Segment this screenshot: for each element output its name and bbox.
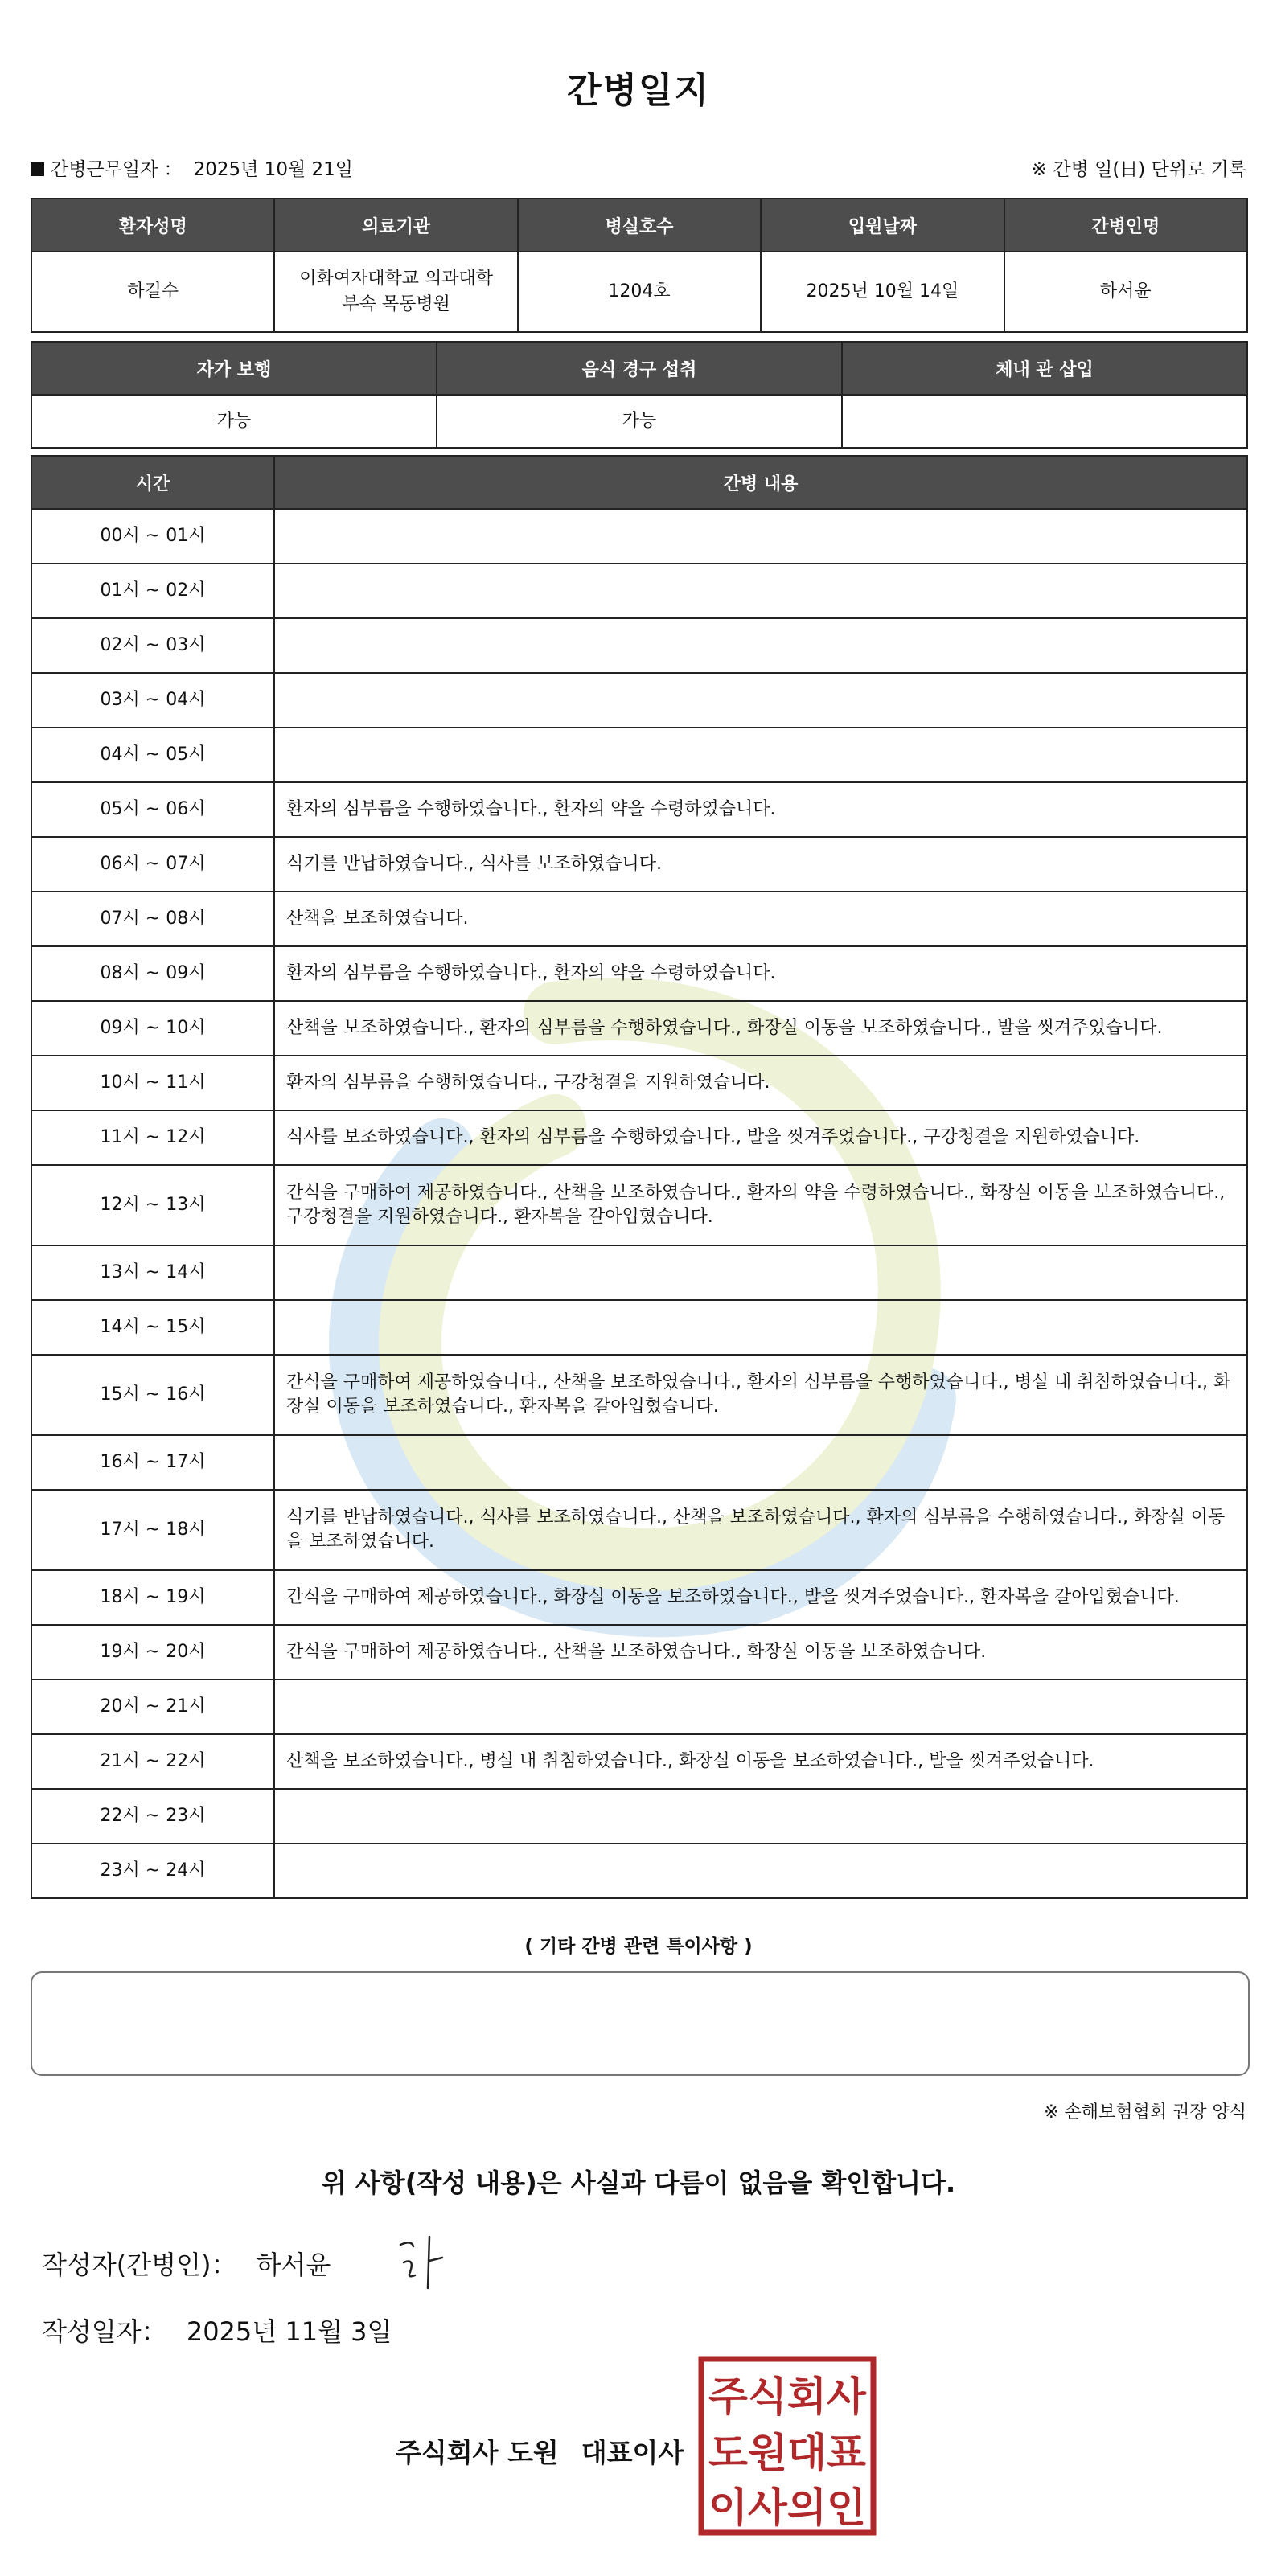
log-time: 08시 ~ 09시 <box>31 946 274 1001</box>
log-row <box>31 1165 1247 1245</box>
work-date-label: 간병근무일자 ： <box>51 159 183 180</box>
log-content <box>274 1300 1247 1355</box>
log-content <box>274 1789 1247 1844</box>
work-date-row <box>31 154 353 181</box>
hospital-line-1: 이화여자대학교 의과대학 <box>299 269 493 289</box>
writer-label: 작성자(간병인)： <box>42 2250 237 2280</box>
log-row <box>31 1789 1247 1844</box>
log-row <box>31 1625 1247 1680</box>
header-patient-name: 환자성명 <box>31 199 274 252</box>
log-row <box>31 564 1247 618</box>
log-row <box>31 946 1247 1001</box>
log-time: 18시 ~ 19시 <box>31 1570 274 1625</box>
log-time: 05시 ~ 06시 <box>31 782 274 837</box>
log-time: 17시 ~ 18시 <box>31 1490 274 1570</box>
written-date-value: 2025년 11월 3일 <box>186 2316 392 2347</box>
written-date-row <box>42 2311 392 2348</box>
log-time: 12시 ~ 13시 <box>31 1165 274 1245</box>
log-time: 07시 ~ 08시 <box>31 892 274 946</box>
patient-name: 하길수 <box>31 252 274 332</box>
log-content: 간식을 구매하여 제공하였습니다., 화장실 이동을 보조하였습니다., 발을 씻겨주었습니다., 환자복을 갈아입혔습니다. <box>274 1570 1247 1625</box>
writer-row <box>42 2245 331 2282</box>
seal-line-1: 주식회사 <box>708 2373 867 2420</box>
header-time: 시간 <box>31 456 274 509</box>
log-row <box>31 618 1247 673</box>
log-content <box>274 1435 1247 1490</box>
log-content: 간식을 구매하여 제공하였습니다., 산책을 보조하였습니다., 화장실 이동을 보조하였습니다. <box>274 1625 1247 1680</box>
log-time: 00시 ~ 01시 <box>31 509 274 564</box>
log-row <box>31 1734 1247 1789</box>
header-hospital: 의료기관 <box>274 199 517 252</box>
log-row <box>31 1355 1247 1435</box>
log-row <box>31 1001 1247 1056</box>
header-care-content: 간병 내용 <box>274 456 1247 509</box>
seal-line-2: 도원대표 <box>708 2430 867 2476</box>
log-time: 11시 ~ 12시 <box>31 1110 274 1165</box>
log-content <box>274 509 1247 564</box>
header-caregiver: 간병인명 <box>1004 199 1247 252</box>
log-row <box>31 1435 1247 1490</box>
log-content: 산책을 보조하였습니다., 환자의 심부름을 수행하였습니다., 화장실 이동을 보조하였습니다., 발을 씻겨주었습니다. <box>274 1001 1247 1056</box>
log-row <box>31 892 1247 946</box>
log-row <box>31 1570 1247 1625</box>
remarks-title: ( 기타 간병 관련 특이사항 ) <box>524 1936 753 1957</box>
admission-date: 2025년 10월 14일 <box>761 252 1004 332</box>
log-content <box>274 1680 1247 1734</box>
patient-info-table <box>31 198 1248 333</box>
log-row <box>31 1844 1247 1898</box>
log-content: 식사를 보조하였습니다., 환자의 심부름을 수행하였습니다., 발을 씻겨주었습니다., 구강청결을 지원하였습니다. <box>274 1110 1247 1165</box>
header-self-walking: 자가 보행 <box>31 342 437 395</box>
log-content: 환자의 심부름을 수행하였습니다., 환자의 약을 수령하였습니다. <box>274 946 1247 1001</box>
header-admission-date: 입원날짜 <box>761 199 1004 252</box>
log-content <box>274 673 1247 728</box>
seal-line-3: 이사의인 <box>708 2484 866 2531</box>
log-content: 환자의 심부름을 수행하였습니다., 환자의 약을 수령하였습니다. <box>274 782 1247 837</box>
hospital-line-2: 부속 목동병원 <box>342 294 450 314</box>
writer-name: 하서윤 <box>256 2250 331 2280</box>
log-content: 간식을 구매하여 제공하였습니다., 산책을 보조하였습니다., 환자의 약을 수령하였습니다., 화장실 이동을 보조하였습니다., 구강청결을 지원하였습니다., 환자복을 갈아입혔습니다. <box>274 1165 1247 1245</box>
hospital <box>274 252 517 332</box>
log-row <box>31 1300 1247 1355</box>
patient-status-table <box>31 341 1248 449</box>
square-bullet-icon <box>31 162 44 176</box>
log-row <box>31 1680 1247 1734</box>
log-content: 산책을 보조하였습니다., 병실 내 취침하였습니다., 화장실 이동을 보조하였습니다., 발을 씻겨주었습니다. <box>274 1734 1247 1789</box>
log-row <box>31 837 1247 892</box>
log-content: 산책을 보조하였습니다. <box>274 892 1247 946</box>
log-content: 간식을 구매하여 제공하였습니다., 산책을 보조하였습니다., 환자의 심부름을 수행하였습니다., 병실 내 취침하였습니다., 화장실 이동을 보조하였습니다., 환자복을 갈아입혔습니다. <box>274 1355 1247 1435</box>
company-signature-line <box>396 2432 684 2470</box>
log-row <box>31 673 1247 728</box>
log-time: 13시 ~ 14시 <box>31 1245 274 1300</box>
handwritten-signature <box>394 2229 450 2293</box>
log-time: 04시 ~ 05시 <box>31 728 274 782</box>
caregiver-name: 하서윤 <box>1004 252 1247 332</box>
confirmation-statement: 위 사항(작성 내용)은 사실과 다름이 없음을 확인합니다. <box>321 2168 956 2198</box>
company-name: 주식회사 도원 <box>396 2437 559 2468</box>
log-content: 식기를 반납하였습니다., 식사를 보조하였습니다., 산책을 보조하였습니다., 환자의 심부름을 수행하였습니다., 화장실 이동을 보조하였습니다. <box>274 1490 1247 1570</box>
form-note: ※ 손해보험협회 권장 양식 <box>1044 2102 1246 2123</box>
log-row <box>31 1110 1247 1165</box>
log-time: 20시 ~ 21시 <box>31 1680 274 1734</box>
log-row <box>31 1490 1247 1570</box>
header-room: 병실호수 <box>518 199 761 252</box>
log-time: 23시 ~ 24시 <box>31 1844 274 1898</box>
log-time: 14시 ~ 15시 <box>31 1300 274 1355</box>
log-row <box>31 728 1247 782</box>
log-time: 03시 ~ 04시 <box>31 673 274 728</box>
log-time: 21시 ~ 22시 <box>31 1734 274 1789</box>
company-seal-stamp <box>698 2356 877 2536</box>
log-time: 02시 ~ 03시 <box>31 618 274 673</box>
written-date-label: 작성일자： <box>42 2316 167 2347</box>
log-time: 16시 ~ 17시 <box>31 1435 274 1490</box>
log-time: 10시 ~ 11시 <box>31 1056 274 1110</box>
log-row <box>31 509 1247 564</box>
log-content: 환자의 심부름을 수행하였습니다., 구강청결을 지원하였습니다. <box>274 1056 1247 1110</box>
page-title: 간병일지 <box>566 70 710 111</box>
log-time: 06시 ~ 07시 <box>31 837 274 892</box>
log-content <box>274 618 1247 673</box>
log-time: 15시 ~ 16시 <box>31 1355 274 1435</box>
log-row <box>31 1245 1247 1300</box>
oral-intake-value: 가능 <box>437 395 842 448</box>
header-tube-insertion: 체내 관 삽입 <box>842 342 1247 395</box>
log-row <box>31 782 1247 837</box>
remarks-box <box>31 1971 1250 2076</box>
log-time: 09시 ~ 10시 <box>31 1001 274 1056</box>
header-oral-intake: 음식 경구 섭취 <box>437 342 842 395</box>
log-row <box>31 1056 1247 1110</box>
self-walking-value: 가능 <box>31 395 437 448</box>
room-number: 1204호 <box>518 252 761 332</box>
log-time: 01시 ~ 02시 <box>31 564 274 618</box>
log-content <box>274 1844 1247 1898</box>
log-content: 식기를 반납하였습니다., 식사를 보조하였습니다. <box>274 837 1247 892</box>
log-content <box>274 1245 1247 1300</box>
log-content <box>274 564 1247 618</box>
log-content <box>274 728 1247 782</box>
company-title: 대표이사 <box>581 2437 684 2468</box>
care-log-table <box>31 455 1248 1899</box>
unit-note: ※ 간병 일(日) 단위로 기록 <box>1031 159 1246 180</box>
work-date-value: 2025년 10월 21일 <box>193 159 353 180</box>
tube-insertion-value <box>842 395 1247 448</box>
log-time: 22시 ~ 23시 <box>31 1789 274 1844</box>
log-time: 19시 ~ 20시 <box>31 1625 274 1680</box>
